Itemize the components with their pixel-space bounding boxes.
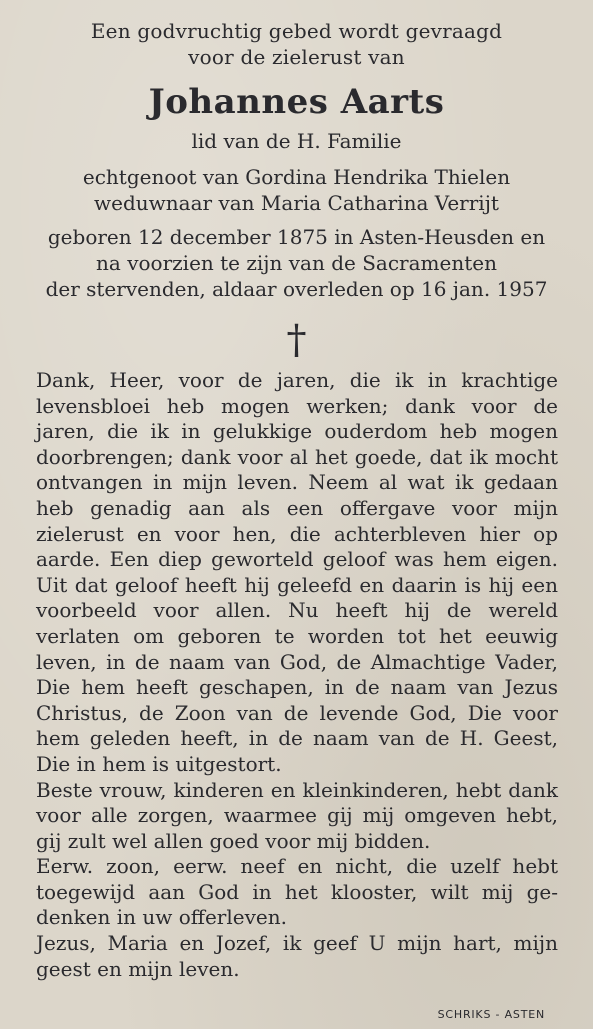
spouse-line: echtgenoot van Gordina Hendrika Thielen <box>82 165 511 189</box>
widower-line: weduwnaar van Maria Catharina Verrijt <box>94 191 499 215</box>
prayer-paragraph-3: Eerw. zoon, eerw. neef en nicht, die uzelf hebt toegewijd aan God in het klooster, wilt mij gedenken in uw offerleven. <box>36 854 558 930</box>
card-header <box>0 18 593 364</box>
printer-imprint: SCHRIKS - ASTEN <box>437 1008 545 1021</box>
card-body <box>36 368 558 982</box>
prayer-request-line-2: voor de zielerust van <box>188 45 405 69</box>
birth-death-line-2: na voorzien te zijn van de Sacramenten <box>96 251 497 275</box>
deceased-name: Johannes Aarts <box>148 82 445 122</box>
prayer-paragraph-1: Dank, Heer, voor de jaren, die ik in krachtige levensbloei heb mogen werken; dank voor de jaren, die ik in gelukkige ouderdom heb mogen doorbrengen; dank voor al het goede, dat ik mocht ontvangen in mijn leven. Neem al wat ik gedaan heb genadig aan als een offergave voor mijn zielerust en voor hen, die achterbleven hier op aarde. Een diep geworteld geloof was hem eigen. Uit dat geloof heeft hij geleefd en daarin is hij een voorbeeld voor allen. Nu heeft hij de wereld verlaten om geboren te worden tot het eeuwig leven, in de naam van God, de Almachtige Vader, Die hem heeft geschapen, in de naam van Jezus Christus, de Zoon van de levende God, Die voor hem geleden heeft, in de naam van de H. Geest, Die in hem is uitgestort. <box>36 368 558 776</box>
birth-death-line-1: geboren 12 december 1875 in Asten-Heusden en <box>47 225 546 249</box>
cross-icon: † <box>286 317 307 363</box>
prayer-request-line-1: Een godvruchtig gebed wordt gevraagd <box>90 19 503 43</box>
prayer-paragraph-4: Jezus, Maria en Jozef, ik geef U mijn hart, mijn geest en mijn leven. <box>36 931 558 981</box>
prayer-paragraph-2: Beste vrouw, kinderen en kleinkinderen, hebt dank voor alle zorgen, waarmee gij mij omgeven hebt, gij zult wel allen goed voor mij bidden. <box>36 777 558 853</box>
membership-line: lid van de H. Familie <box>191 129 402 153</box>
birth-death-line-3: der stervenden, aldaar overleden op 16 jan. 1957 <box>45 277 548 301</box>
